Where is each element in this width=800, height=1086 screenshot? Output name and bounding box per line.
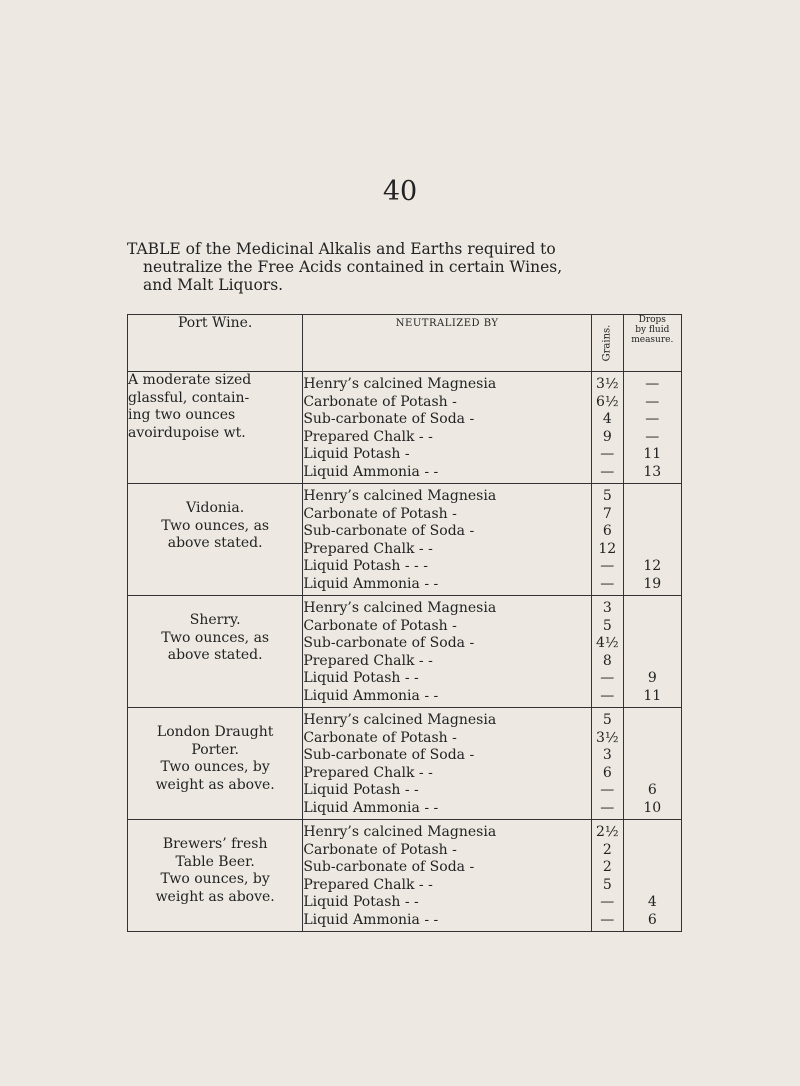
drops-value xyxy=(623,747,681,765)
caption-line-3: and Malt Liquors. xyxy=(143,276,284,294)
drops-value xyxy=(623,506,681,524)
grains-value: 9 xyxy=(592,429,624,447)
grains-value: 6½ xyxy=(592,394,624,412)
header-drops-line-2: by fluid xyxy=(635,325,670,335)
drops-value xyxy=(623,596,681,618)
wine-description-line: above stated. xyxy=(167,535,263,551)
wine-description-line: weight as above. xyxy=(155,776,275,793)
grains-value: — xyxy=(592,558,624,576)
neutralizing-agent: Liquid Potash - - - xyxy=(303,558,592,576)
drops-value xyxy=(623,765,681,783)
neutralizing-agent: Liquid Potash - - xyxy=(303,894,592,912)
neutralizing-agent: Prepared Chalk - - xyxy=(303,765,592,783)
neutralizing-agent: Liquid Potash - xyxy=(303,446,592,464)
wine-description xyxy=(128,484,303,596)
neutralizing-agent: Sub-carbonate of Soda - xyxy=(303,635,592,653)
grains-value: 5 xyxy=(592,708,624,730)
neutralizing-agent: Prepared Chalk - - xyxy=(303,653,592,671)
neutralizing-agent: Carbonate of Potash - xyxy=(303,842,592,860)
neutralizing-agent: Henry’s calcined Magnesia xyxy=(303,596,592,618)
wine-description-line: above stated. xyxy=(167,647,263,663)
page-number: 40 xyxy=(382,176,418,207)
drops-value xyxy=(623,541,681,559)
table-row xyxy=(128,708,682,730)
neutralizing-agent: Carbonate of Potash - xyxy=(303,394,592,412)
neutralizing-agent: Carbonate of Potash - xyxy=(303,506,592,524)
grains-value: 3½ xyxy=(592,372,624,394)
grains-value: 2½ xyxy=(592,820,624,842)
drops-value xyxy=(623,820,681,842)
table-row xyxy=(128,484,682,506)
drops-value: 11 xyxy=(623,688,681,708)
wine-description-line: A moderate sized xyxy=(128,372,252,388)
header-wine: Port Wine. xyxy=(128,315,303,372)
wine-description-line: Two ounces, as xyxy=(161,517,270,534)
drops-value xyxy=(623,877,681,895)
table-row xyxy=(128,820,682,842)
neutralizing-agent: Liquid Ammonia - - xyxy=(303,912,592,932)
drops-value: 19 xyxy=(623,576,681,596)
grains-value: — xyxy=(592,446,624,464)
neutralizing-agent: Carbonate of Potash - xyxy=(303,618,592,636)
wine-name: Brewers’ fresh xyxy=(162,836,268,852)
neutralizing-agent: Liquid Ammonia - - xyxy=(303,464,592,484)
neutralizing-agent: Henry’s calcined Magnesia xyxy=(303,484,592,506)
drops-value: 6 xyxy=(623,782,681,800)
wine-description xyxy=(128,372,303,484)
wine-description-line: Two ounces, as xyxy=(161,629,270,646)
neutralizing-agent: Liquid Ammonia - - xyxy=(303,688,592,708)
wine-description-line: Porter. xyxy=(191,741,239,758)
neutralizing-agent: Sub-carbonate of Soda - xyxy=(303,859,592,877)
grains-value: 3 xyxy=(592,596,624,618)
drops-value: 13 xyxy=(623,464,681,484)
grains-value: — xyxy=(592,464,624,484)
grains-value: 8 xyxy=(592,653,624,671)
drops-value: — xyxy=(623,372,681,394)
wine-description-line: glassful, contain- xyxy=(128,389,250,406)
drops-value xyxy=(623,730,681,748)
grains-value: 4½ xyxy=(592,635,624,653)
neutralizing-agent: Carbonate of Potash - xyxy=(303,730,592,748)
table-row xyxy=(128,596,682,618)
wine-description-line: avoirdupoise wt. xyxy=(128,424,246,441)
grains-value: — xyxy=(592,782,624,800)
drops-value xyxy=(623,484,681,506)
grains-value: 5 xyxy=(592,618,624,636)
grains-value: 3½ xyxy=(592,730,624,748)
wine-description-line: Two ounces, by xyxy=(160,871,270,887)
grains-value: — xyxy=(592,688,624,708)
neutralizing-agent: Sub-carbonate of Soda - xyxy=(303,411,592,429)
header-row xyxy=(128,315,682,372)
drops-value: 10 xyxy=(623,800,681,820)
neutralizing-agent: Henry’s calcined Magnesia xyxy=(303,372,592,394)
grains-value: — xyxy=(592,670,624,688)
header-drops-line-1: Drops xyxy=(638,315,666,325)
grains-value: — xyxy=(592,576,624,596)
table-caption xyxy=(127,240,687,294)
drops-value xyxy=(623,635,681,653)
grains-value: — xyxy=(592,894,624,912)
drops-value xyxy=(623,859,681,877)
wine-description xyxy=(128,820,303,932)
neutralizing-agent: Henry’s calcined Magnesia xyxy=(303,708,592,730)
wine-name: London Draught xyxy=(156,724,274,740)
grains-value: 2 xyxy=(592,859,624,877)
wine-name: Vidonia. xyxy=(186,500,245,516)
alkali-table xyxy=(127,314,682,932)
header-neutralized-by: NEUTRALIZED BY xyxy=(303,315,592,372)
header-grains-label: Grains. xyxy=(601,324,613,362)
drops-value: 9 xyxy=(623,670,681,688)
grains-value: 6 xyxy=(592,523,624,541)
drops-value xyxy=(623,842,681,860)
grains-value: 4 xyxy=(592,411,624,429)
drops-value: 4 xyxy=(623,894,681,912)
grains-value: 5 xyxy=(592,484,624,506)
neutralizing-agent: Liquid Potash - - xyxy=(303,670,592,688)
drops-value xyxy=(623,618,681,636)
table-row xyxy=(128,372,682,394)
header-grains xyxy=(592,315,624,372)
neutralizing-agent: Prepared Chalk - - xyxy=(303,877,592,895)
wine-description-line: Two ounces, by xyxy=(160,759,270,775)
grains-value: — xyxy=(592,912,624,932)
header-drops xyxy=(623,315,681,372)
drops-value xyxy=(623,653,681,671)
neutralizing-agent: Henry’s calcined Magnesia xyxy=(303,820,592,842)
drops-value: 12 xyxy=(623,558,681,576)
grains-value: 3 xyxy=(592,747,624,765)
neutralizing-agent: Sub-carbonate of Soda - xyxy=(303,747,592,765)
drops-value xyxy=(623,523,681,541)
neutralizing-agent: Prepared Chalk - - xyxy=(303,541,592,559)
drops-value: 6 xyxy=(623,912,681,932)
wine-description xyxy=(128,708,303,820)
neutralizing-agent: Prepared Chalk - - xyxy=(303,429,592,447)
neutralizing-agent: Liquid Ammonia - - xyxy=(303,576,592,596)
wine-name: Sherry. xyxy=(189,612,241,628)
grains-value: 6 xyxy=(592,765,624,783)
grains-value: 12 xyxy=(592,541,624,559)
grains-value: — xyxy=(592,800,624,820)
grains-value: 5 xyxy=(592,877,624,895)
wine-description-line: weight as above. xyxy=(155,888,275,905)
drops-value: — xyxy=(623,394,681,412)
grains-value: 7 xyxy=(592,506,624,524)
neutralizing-agent: Sub-carbonate of Soda - xyxy=(303,523,592,541)
header-drops-line-3: measure. xyxy=(631,335,674,345)
wine-description-line: ing two ounces xyxy=(128,407,236,423)
neutralizing-agent: Liquid Ammonia - - xyxy=(303,800,592,820)
caption-line-1: TABLE of the Medicinal Alkalis and Earths required to xyxy=(127,240,556,258)
caption-line-2: neutralize the Free Acids contained in certain Wines, xyxy=(143,258,563,276)
drops-value: 11 xyxy=(623,446,681,464)
wine-description xyxy=(128,596,303,708)
drops-value xyxy=(623,708,681,730)
drops-value: — xyxy=(623,411,681,429)
wine-description-line: Table Beer. xyxy=(175,853,255,870)
drops-value: — xyxy=(623,429,681,447)
neutralizing-agent: Liquid Potash - - xyxy=(303,782,592,800)
grains-value: 2 xyxy=(592,842,624,860)
